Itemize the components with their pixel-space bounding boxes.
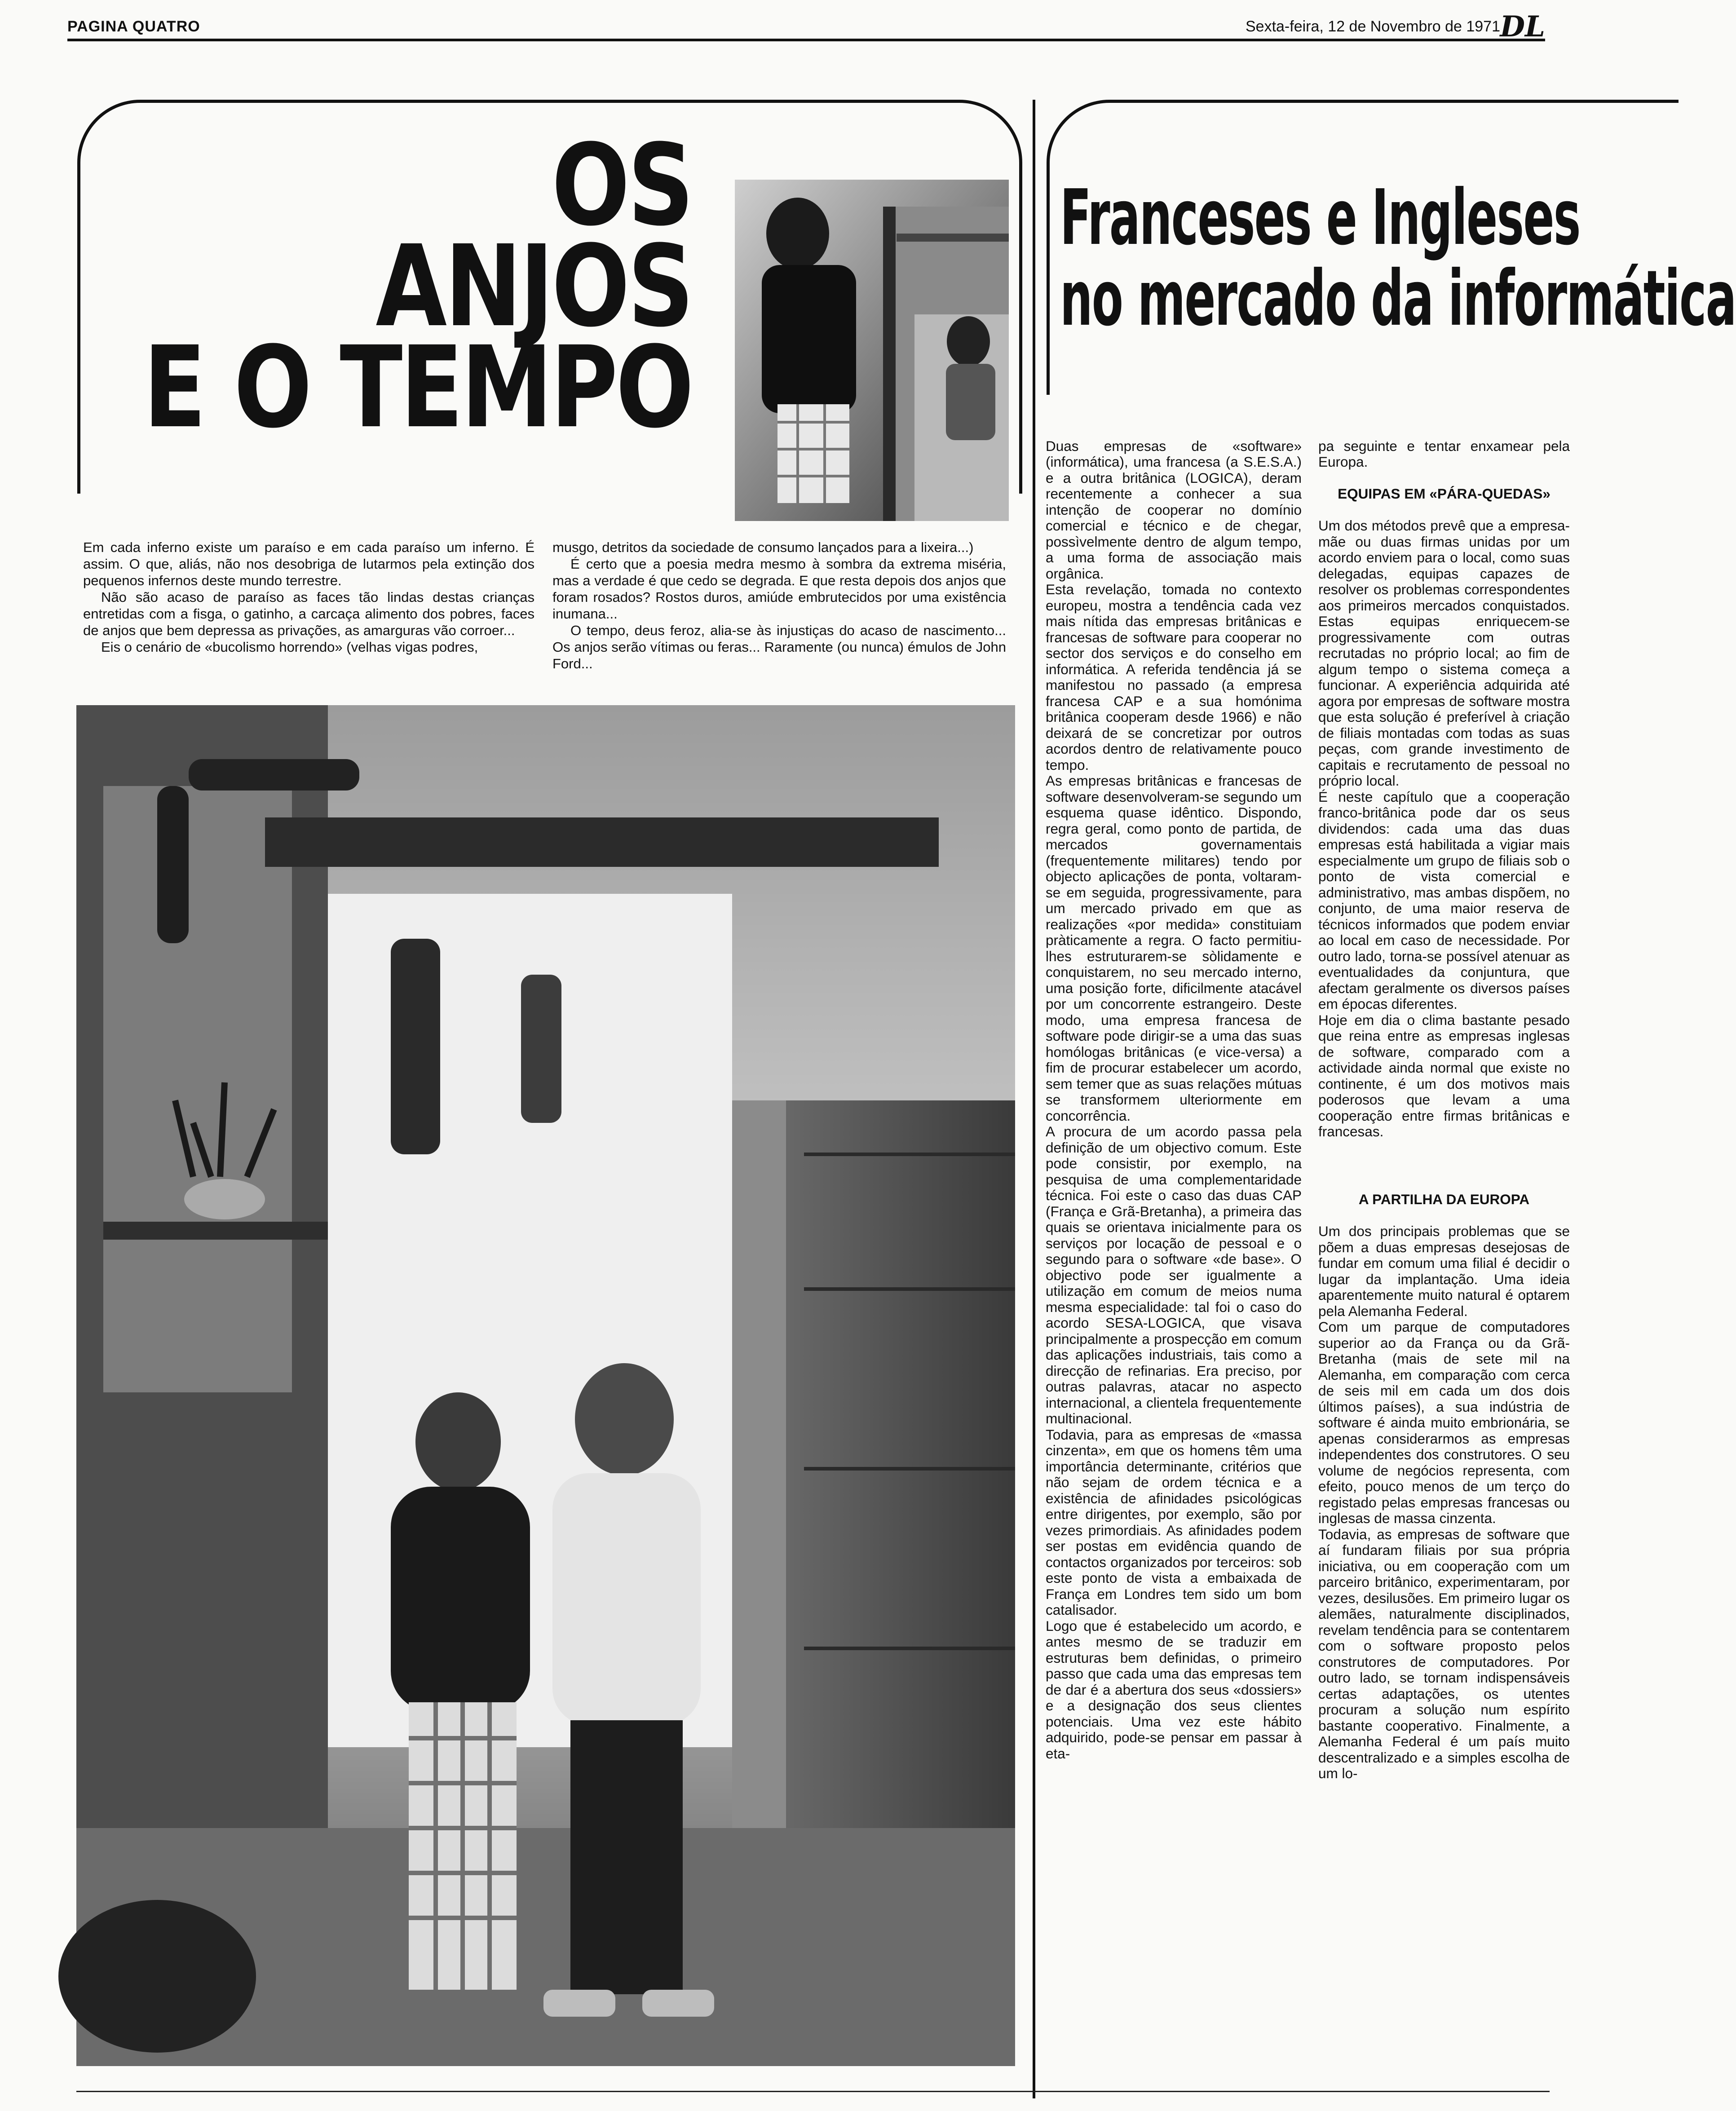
headline-line: Franceses e Ingleses bbox=[1060, 173, 1580, 262]
article-body: Duas empresas de «software» (informática), uma francesa (a S.E.S.A.) e a outra britânica (LOGICA), deram recentemente a conhecer a sua intenção de cooperar no domínio comercial e técnico e de chegar, possìvelmente dentro de algum tempo, a uma forma de associação mais orgânica. Esta revelação, tomada no contexto europeu, mostra a tendência cada vez mais nítida das empresas britânicas e francesas de software para cooperar no sector dos serviços e do conselho em informática. A referida tendência já se manifestou no passado (a empresa francesa CAP e a sua homónima britânica cooperam desde 1966) e não deixará de se concretizar por outros acordos dentro de relativamente pouco tempo. As empresas britânicas e francesas de software desenvolveram-se segundo um esquema quase idêntico. Dispondo, regra geral, como ponto de partida, de mercados governamentais (frequentemente militares) tendo por objecto aplicações de ponta, voltaram-se em seguida, progressivamente, para um mercado privado em que as realizações «por medida» constituiam pràticamente a regra. O facto permitiu-lhes estruturarem-se sòlidamente e conquistarem, no seu mercado interno, uma posição forte, dificilmente atacável por um concorrente estrangeiro. Deste modo, uma empresa francesa de software pode dirigir-se a uma das suas homólogas britânicas (e vice-versa) a fim de procurar estabelecer um acordo, sem temer que as suas relações mútuas se transformem ulteriormente em concorrência. A procura de um acordo passa pela definição de um objectivo comum. Este pode consistir, por exemplo, na pesquisa de uma complementaridade técnica. Foi este o caso das duas CAP (França e Grã-Bretanha), a primeira das quais se orientava inicialmente para os serviços por locação de pessoal e o segundo para o software «de base». O objectivo pode ser igualmente a utilização em comum de meios numa mesma especialidade: tal foi o caso do acordo SESA-LOGICA, que visava principalmente a prospecção em comum das aplicações industriais, tais como a direcção de refinarias. Era preciso, por outras palavras, atacar no aspecto internacional, a clientela frequentemente multinacional. Todavia, para as empresas de «massa cinzenta», em que os homens têm uma importância determinante, critérios que não sejam de ordem técnica e a existência de afinidades psicológicas entre dirigentes, por exemplo, são por vezes primordiais. As afinidades podem ser postas em evidência quando de contactos organizados por terceiros: sob este ponto de vista a embaixada de França em Londres tem sido um bom catalisador. Logo que é estabelecido um acordo, e antes mesmo de se traduzir em estruturas bem definidas, o primeiro passo que cada uma das empresas tem de dar é a abertura dos seus «dossiers» e a designação dos seus clientes potenciais. Uma vez este hábito adquirido, pode-se pensar em passar à eta- bbox=[1046, 437, 1302, 1762]
issue-date: Sexta-feira, 12 de Novembro de 1971 bbox=[1245, 18, 1500, 35]
article-body: Um dos métodos prevê que a empresa-mãe ou duas firmas unidas por um acordo enviem para o local, como suas delegadas, equipas capazes de resolver os problemas correspondentes aos primeiros mercados conquistados. Estas equipas enriquecem-se progressivamente com outras recrutadas no próprio local; ao fim de algum tempo o sistema começa a funcionar. A experiência adquirida até agora por empresas de software mostra que esta solução é preferível à criação de filiais montadas com todas as suas peças, com grande investimento de capitais e recrutamento de pessoal no próprio local. É neste capítulo que a cooperação franco-britânica pode dar os seus dividendos: cada uma das duas empresas está habilitada a vigiar mais especialmente um grupo de filiais sob o ponto de vista comercial e administrativo, mas ambas dispõem, no conjunto, de uma maior reserva de técnicos informados que podem enviar ao local em caso de necessidade. Por outro lado, torna-se possível atenuar as eventualidades da conjuntura, que afectam geralmente os diversos países em épocas diferentes. Hoje em dia o clima bastante pesado que reina entre as empresas inglesas de software, comparado com a actividade ainda normal que existe no continente, é um dos motivos mais poderosos que levam a uma cooperação entre firmas britânicas e francesas. bbox=[1318, 517, 1570, 1139]
left-article-title bbox=[143, 120, 692, 453]
title-line: ANJOS bbox=[375, 221, 692, 352]
article-body: pa seguinte e tentar enxamear pela Europa. bbox=[1318, 437, 1570, 470]
newspaper-logo: DL bbox=[1500, 10, 1545, 44]
intro-paragraph: musgo, detritos da sociedade de consumo lançados para a lixeira...) bbox=[552, 539, 974, 555]
title-line: E O TEMPO bbox=[143, 322, 692, 453]
small-photo bbox=[735, 180, 1009, 521]
intro-paragraph: Não são acaso de paraíso as faces tão lindas destas crianças entretidas com a fisga, o gatinho, a carcaça alimento dos pobres, faces de anjos que bem depressa as privações, as amarguras vão corroer... bbox=[83, 589, 534, 638]
intro-column-2 bbox=[552, 539, 1006, 672]
intro-paragraph: Eis o cenário de «bucolismo horrendo» (velhas vigas podres, bbox=[101, 639, 478, 655]
page-header bbox=[67, 10, 1545, 44]
bottom-rule bbox=[76, 2091, 1550, 2092]
section-label: PAGINA QUATRO bbox=[67, 18, 200, 35]
subheading: A PARTILHA DA EUROPA bbox=[1358, 1191, 1530, 1207]
main-photo-image bbox=[76, 705, 1015, 2066]
small-photo-image bbox=[735, 180, 1009, 521]
headline-line: no mercado da informática bbox=[1060, 254, 1736, 343]
right-article-headline bbox=[1060, 173, 1736, 343]
intro-paragraph: É certo que a poesia medra mesmo à sombra da extrema miséria, mas a verdade é que cedo se degrada. E que resta depois dos anjos que foram rosados? Rostos duros, amiúde embrutecidos por uma existência inumana... bbox=[552, 556, 1006, 622]
column-divider bbox=[1033, 100, 1035, 2098]
article-column-1 bbox=[1046, 422, 1302, 1778]
subheading: EQUIPAS EM «PÁRA-QUEDAS» bbox=[1338, 486, 1550, 502]
intro-paragraph: O tempo, deus feroz, alia-se às injustiças do acaso de nascimento... Os anjos serão vítimas ou feras... Raramente (ou nunca) émulos de John Ford... bbox=[552, 623, 1006, 671]
title-line: OS bbox=[551, 120, 692, 251]
main-photo bbox=[76, 705, 1015, 2066]
intro-paragraph: Em cada inferno existe um paraíso e em cada paraíso um inferno. É assim. O que, aliás, não nos desobriga de lutarmos pela extinção dos pequenos infernos deste mundo terrestre. bbox=[83, 539, 534, 588]
article-column-2 bbox=[1318, 422, 1570, 1797]
intro-column-1 bbox=[83, 539, 534, 655]
article-body: Um dos principais problemas que se põem a duas empresas desejosas de fundar em comum uma filial é decidir o lugar da implantação. Uma ideia aparentemente muito natural é optarem pela Alemanha Federal. Com um parque de computadores superior ao da França ou da Grã-Bretanha (mais de sete mil na Alemanha, em comparação com cerca de seis mil em cada um dos dois últimos países), a sua indústria de software é ainda muito embrionária, se apenas considerarmos as empresas independentes dos construtores. O seu volume de negócios representa, com efeito, pouco menos de um terço do registado pelas empresas francesas ou inglesas de massa cinzenta. Todavia, as empresas de software que aí fundaram filiais por sua própria iniciativa, ou em cooperação com um parceiro britânico, experimentaram, por vezes, desilusões. Em primeiro lugar os alemães, naturalmente disciplinados, revelam tendência para se contentarem com o software proposto pelos construtores de computadores. Por outro lado, se tornam indispensáveis certas adaptações, os utentes procuram a solução num espírito bastante cooperativo. Finalmente, a Alemanha Federal é um país muito descentralizado e a simples escolha de um lo- bbox=[1318, 1223, 1570, 1781]
